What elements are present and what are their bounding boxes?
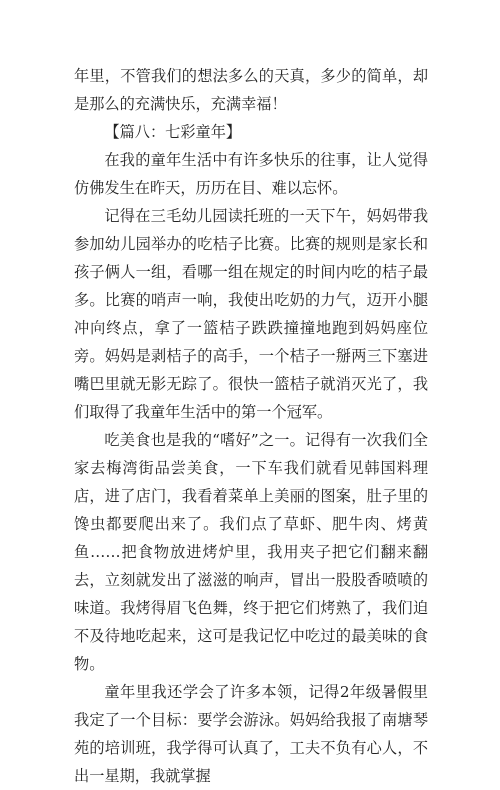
- paragraph-continuation: 年里，不管我们的想法多么的天真，多少的简单，却是那么的充满快乐，充满幸福！: [74, 67, 428, 113]
- paragraph-orange-contest: 记得在三毛幼儿园读托班的一天下午，妈妈带我参加幼儿园举办的吃桔子比赛。比赛的规则是家长和孩子俩人一组，看哪一组在规定的时间内吃的桔子最多。比赛的哨声一响，我使出吃奶的力气，迈开小腿冲向终点，拿了一篮桔子跌跌撞撞地跑到妈妈座位旁。妈妈是剥桔子的高手，一个桔子一掰两三下塞进嘴巴里就无影无踪了。很快一篮桔子就消灭光了，我们取得了我童年生活中的第一个冠军。: [74, 207, 428, 421]
- paragraph-food: 吃美食也是我的“嗜好”之一。记得有一次我们全家去梅湾街品尝美食，一下车我们就看见韩国料理店，进了店门，我看着菜单上美丽的图案，肚子里的馋虫都要爬出来了。我们点了草虾、肥牛肉、烤黄鱼……把食物放进烤炉里，我用夹子把它们翻来翻去，立刻就发出了滋滋的响声，冒出一股股香喷喷的味道。我烤得眉飞色舞，终于把它们烤熟了，我们迫不及待地吃起来，这可是我记忆中吃过的最美味的食物。: [74, 431, 428, 673]
- section-heading: 【篇八：七彩童年】: [104, 123, 242, 141]
- paragraph-intro: 在我的童年生活中有许多快乐的往事，让人觉得仿佛发生在昨天，历历在目、难以忘怀。: [74, 151, 428, 197]
- document-body: [74, 62, 428, 790]
- paragraph-swimming: 童年里我还学会了许多本领，记得2年级暑假里我定了一个目标：要学会游泳。妈妈给我报了南塘琴苑的培训班，我学得可认真了，工夫不负有心人，不出一星期，我就掌握: [74, 683, 428, 785]
